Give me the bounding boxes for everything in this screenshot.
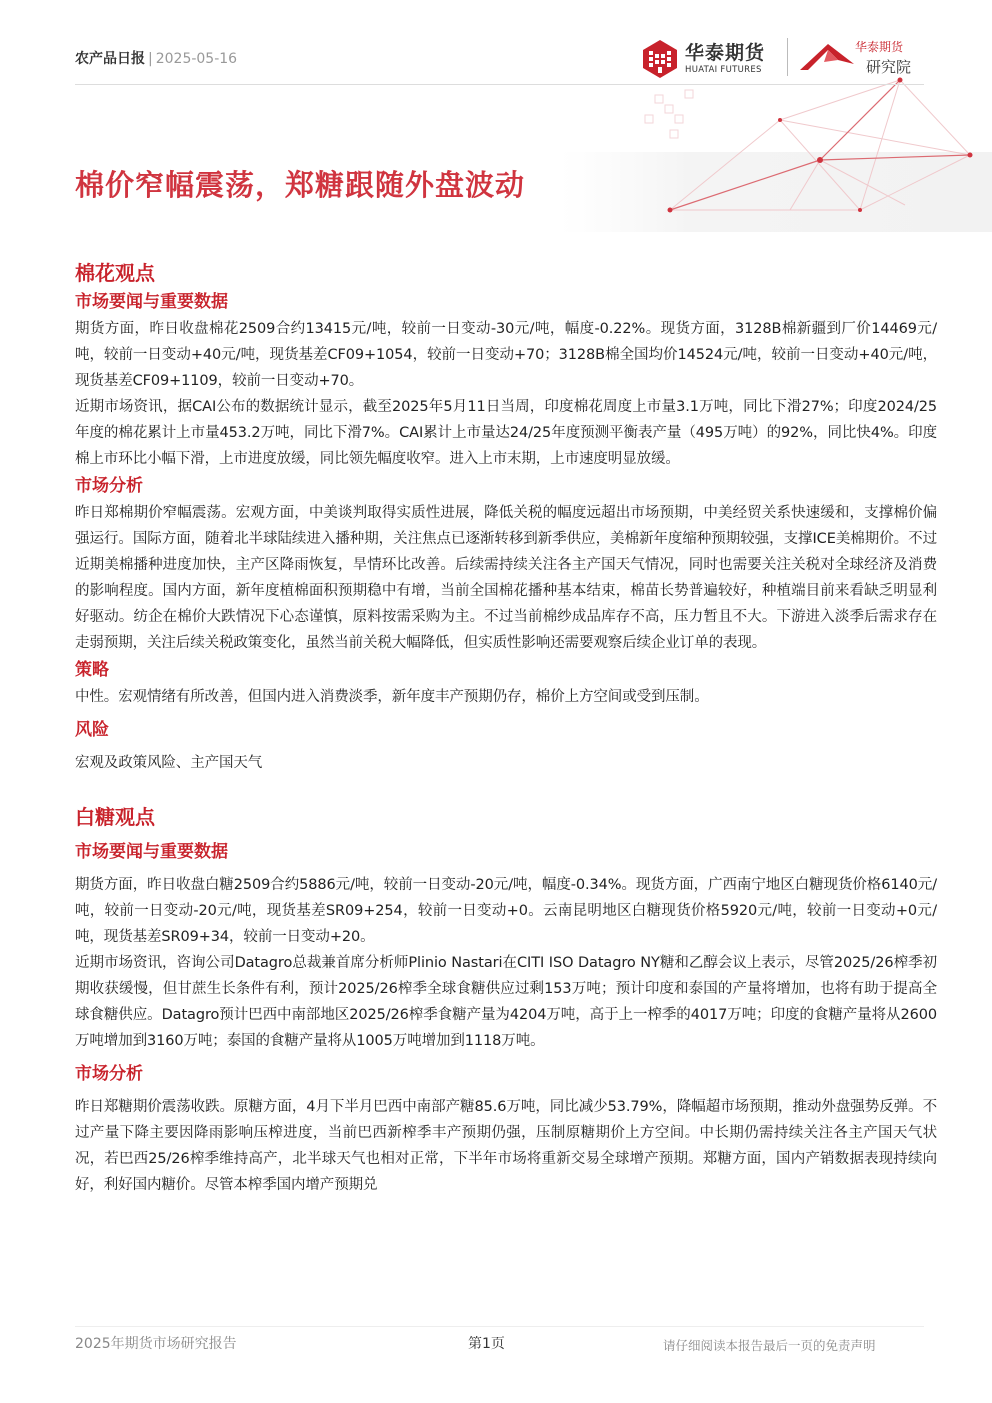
page-number: 第1页 — [468, 1336, 505, 1352]
huatai-institute-logo-icon — [798, 38, 856, 74]
cotton-heading: 棉花观点 — [75, 261, 155, 285]
sugar-news-heading: 市场要闻与重要数据 — [75, 842, 228, 862]
report-meta — [75, 48, 237, 68]
page-footer — [0, 1318, 992, 1403]
sugar-analysis-paragraph: 昨日郑糖期价震荡收跌。原糖方面，4月下半月巴西中南部产糖85.6万吨，同比减少53.79%，降幅超市场预期，推动外盘强势反弹。不过产量下降主要因降雨影响压榨进度，当前巴西新榨季丰产预期仍强，压制原糖期价上方空间。中长期仍需持续关注各主产国天气状况，若巴西25/26榨季维持高产，北半球天气也相对正常，下半年市场将重新交易全球增产预期。郑糖方面，国内产销数据表现持续向好，利好国内糖价。尽管本榨季国内增产预期兑 — [75, 1099, 937, 1193]
logo-name-en: HUATAI FUTURES — [685, 65, 762, 75]
disclaimer-notice: 请仔细阅读本报告最后一页的免责声明 — [663, 1338, 876, 1353]
logo-divider — [787, 38, 788, 76]
report-body — [75, 258, 937, 1198]
cotton-news-paragraph-1: 期货方面，昨日收盘棉花2509合约13415元/吨，较前一日变动-30元/吨，幅度-0.22%。现货方面，3128B棉新疆到厂价14469元/吨，较前一日变动+40元/吨，现货基差CF09+1054，较前一日变动+70；3128B棉全国均价14524元/吨，较前一日变动+40元/吨，现货基差CF09+1109，较前一日变动+70。 — [75, 321, 937, 389]
sugar-heading: 白糖观点 — [75, 805, 155, 829]
cotton-analysis-heading: 市场分析 — [75, 476, 143, 496]
footer-divider — [75, 1326, 924, 1327]
cotton-strategy-paragraph: 中性。宏观情绪有所改善，但国内进入消费淡季，新年度丰产预期仍存，棉价上方空间或受到压制。 — [75, 689, 709, 705]
sugar-news-paragraph-2: 近期市场资讯，咨询公司Datagro总裁兼首席分析师Plinio Nastari在CITI ISO Datagro NY糖和乙醇会议上表示，尽管2025/26榨季初期收获缓慢，但甘蔗生长条件有利，预计2025/26榨季全球食糖供应过剩153万吨；预计印度和泰国的产量将增加，也将有助于提高全球食糖供应。Datagro预计巴西中南部地区2025/26榨季食糖产量为4204万吨，高于上一榨季的4017万吨；印度的食糖产量将从2600万吨增加到3160万吨；泰国的食糖产量将从1005万吨增加到1118万吨。 — [75, 955, 937, 1049]
institute-line2: 研究院 — [866, 58, 912, 76]
report-type: 农产品日报 — [75, 51, 145, 67]
cotton-strategy-heading: 策略 — [75, 660, 109, 680]
sugar-section — [75, 802, 937, 1198]
cotton-risk-paragraph: 宏观及政策风险、主产国天气 — [75, 755, 263, 771]
sugar-news-paragraph-1: 期货方面，昨日收盘白糖2509合约5886元/吨，较前一日变动-20元/吨，幅度-0.34%。现货方面，广西南宁地区白糖现货价格6140元/吨，较前一日变动-20元/吨，现货基差SR09+254，较前一日变动+0。云南昆明地区白糖现货价格5920元/吨，较前一日变动+0元/吨，现货基差SR09+34，较前一日变动+20。 — [75, 877, 937, 945]
logo-name-cn: 华泰期货 — [685, 42, 766, 64]
institute-line1: 华泰期货 — [855, 40, 904, 54]
header-divider — [75, 84, 924, 85]
cotton-news-paragraph-2: 近期市场资讯，据CAI公布的数据统计显示，截至2025年5月11日当周，印度棉花周度上市量3.1万吨，同比下滑27%；印度2024/25年度的棉花累计上市量453.2万吨，同比下滑7%。CAI累计上市量达24/25年度预测平衡表产量（495万吨）的92%，同比快4%。印度棉上市环比小幅下滑，上市进度放缓，同比领先幅度收窄。进入上市末期，上市速度明显放缓。 — [75, 399, 937, 467]
sugar-analysis-heading: 市场分析 — [75, 1064, 143, 1084]
cotton-news-heading: 市场要闻与重要数据 — [75, 292, 228, 312]
page-title: 棉价窄幅震荡，郑糖跟随外盘波动 — [75, 168, 526, 202]
meta-separator: | — [148, 51, 153, 67]
footer-report-name: 2025年期货市场研究报告 — [75, 1336, 237, 1352]
section-spacer — [75, 776, 937, 802]
cotton-section — [75, 258, 937, 776]
report-header — [0, 0, 992, 232]
geometric-network-decoration-icon — [560, 60, 992, 232]
huatai-futures-logo-icon — [643, 40, 677, 78]
report-date: 2025-05-16 — [155, 51, 238, 67]
cotton-risk-heading: 风险 — [75, 720, 109, 740]
cotton-analysis-paragraph: 昨日郑棉期价窄幅震荡。宏观方面，中美谈判取得实质性进展，降低关税的幅度远超出市场预期，中美经贸关系快速缓和，支撑棉价偏强运行。国际方面，随着北半球陆续进入播种期，关注焦点已逐渐转移到新季供应，美棉新年度缩种预期较强，支撑ICE美棉期价。不过近期美棉播种进度加快，主产区降雨恢复，旱情环比改善。后续需持续关注各主产国天气情况，同时也需要关注关税对全球经济及消费的影响程度。国内方面，新年度植棉面积预期稳中有增，当前全国棉花播种基本结束，棉苗长势普遍较好，种植端目前来看缺乏明显利好驱动。纺企在棉价大跌情况下心态谨慎，原料按需采购为主。不过当前棉纱成品库存不高，压力暂且不大。下游进入淡季后需求存在走弱预期，关注后续关税政策变化，虽然当前关税大幅降低，但实质性影响还需要观察后续企业订单的表现。 — [75, 505, 937, 651]
